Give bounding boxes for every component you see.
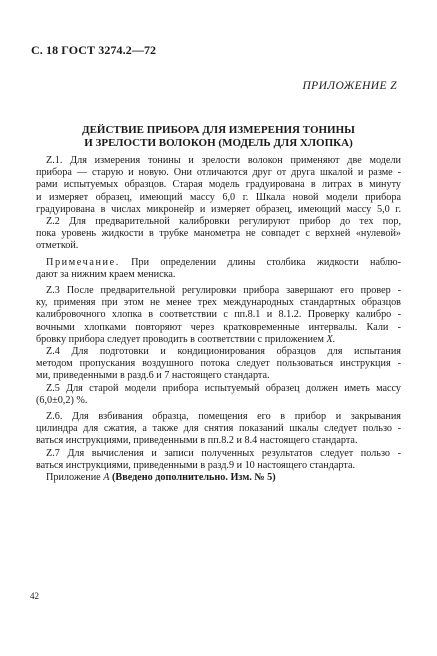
paragraph-z7-line: Z.7 Для вычисления и записи полученных результатов следует пользо - (46, 447, 401, 459)
document-title (30, 124, 407, 150)
title-line: ДЕЙСТВИЕ ПРИБОРА ДЛЯ ИЗМЕРЕНИЯ ТОНИНЫ (82, 124, 355, 136)
paragraph-z5-line: (6,0±0,2) %. (36, 394, 88, 406)
paragraph-z1-line: и измеряет образец, имеющий массу 6,0 г. Шкала новой модели прибора (36, 191, 401, 203)
paragraph-z4-line: методом пропускания воздушного потока следует пользоваться инструкция - (36, 358, 401, 370)
page-number: 42 (30, 591, 39, 601)
note-text: При определении длины столбика жидкости наблю- (119, 256, 401, 268)
paragraph-z3-line (36, 334, 401, 346)
paragraph-z2-line: пока уровень жидкости в трубке манометра не совпадет с верхней «нулевой» (36, 228, 401, 240)
paragraph-z3-line: Z.3 После предварительной регулировки прибора завершают его провер - (46, 285, 401, 297)
closing-letter: А (103, 472, 110, 484)
paragraph-z3-line: ку, применяя при этом не менее трех международных стандартных образцов (36, 297, 401, 309)
note-line (36, 257, 401, 269)
closing-line (36, 472, 401, 484)
paragraph-z1-line: Z.1. Для измерения тонины и зрелости волокон применяют две модели (46, 155, 401, 166)
paragraph-z4-line: Z.4 Для подготовки и кондиционирования образцов для испытания (46, 346, 401, 358)
appendix-label: ПРИЛОЖЕНИЕ Z (302, 80, 397, 92)
paragraph-z5-line: Z.5 Для старой модели прибора испытуемый образец должен иметь массу (46, 382, 401, 394)
closing-prefix: Приложение (46, 472, 104, 484)
paragraph-z3-line: калибровочного хлопка в соответствии с пп.8.1 и 8.1.2. Проверку калибро - (36, 309, 401, 321)
paragraph-z3-line: вочными хлопками повторяют через кратковременные интервалы. Кали - (36, 321, 401, 333)
note-line: дают за нижним краем мениска. (36, 268, 176, 280)
paragraph-z1-line: градуирована в числах микронейр и измеряет образец, имеющий массу 5,0 г. (36, 203, 401, 215)
paragraph-z6-line: ваться инструкциями, приведенными в пп.8.2 и 8.4 настоящего стандарта. (36, 435, 358, 447)
paragraph-z4-line: ми, приведенными в разд.6 и 7 настоящего стандарта. (36, 370, 270, 382)
title-line: И ЗРЕЛОСТИ ВОЛОКОН (МОДЕЛЬ ДЛЯ ХЛОПКА) (84, 137, 353, 149)
paragraph-z7-line: ваться инструкциями, приведенными в разд.9 и 10 настоящего стандарта. (36, 459, 356, 471)
paragraph-z3-text: бровку прибора следует проводить в соответствии с приложением (36, 333, 327, 345)
paragraph-z6-line: цилиндра для сжатия, а также для снятия показаний шкалы следует пользо - (36, 423, 401, 435)
paragraph-z1-line: прибора — старую и новую. Они отличаются друг от друга шкалой и разме - (36, 167, 401, 179)
page-header: С. 18 ГОСТ 3274.2—72 (31, 43, 157, 57)
paragraph-z2-line: Z.2 Для предварительной калибровки регулируют прибор до тех пор, (46, 216, 401, 228)
appendix-reference: X. (326, 333, 336, 345)
amendment-note: (Введено дополнительно. Изм. № 5) (109, 472, 276, 484)
paragraph-z1-line: рами испытуемых образцов. Старая модель градуирована в литрах в минуту (36, 179, 401, 191)
note-label: Примечание. (46, 256, 120, 268)
paragraph-z2-line: отметкой. (36, 240, 79, 252)
paragraph-z6-line: Z.6. Для взбивания образца, помещения его в прибор и закрывания (46, 411, 401, 423)
body-text (36, 155, 401, 484)
